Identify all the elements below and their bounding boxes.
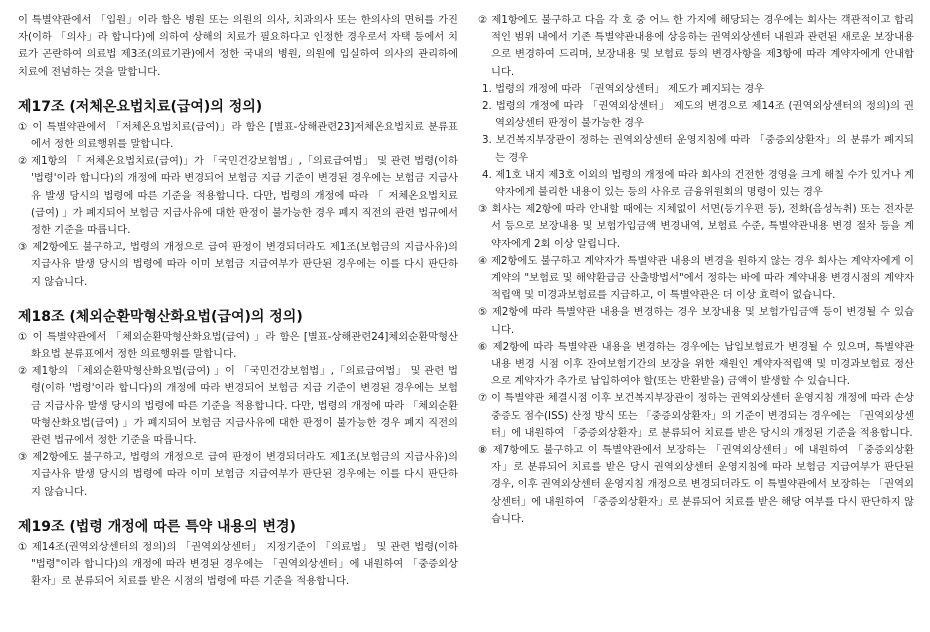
article-19-subitem-1: 1. 법령의 개정에 따라 「권역외상센터」 제도가 폐지되는 경우 xyxy=(482,82,765,95)
article-19-item-6: ⑥ 제2항에 따라 특별약관 내용을 변경하는 경우에는 납입보험료가 변경될 수 있으며, 특별약관 내용 변경 시점 이후 잔여보험기간의 보장을 위한 재원인 계약자적립액 및 미경과보험료 정산으로 계약자가 추가로 납입하여야 할(또는 반환받을) 금액이 발생할 수 있습니다. xyxy=(478,340,914,388)
article-19-item-3: ③ 회사는 제2항에 따라 안내할 때에는 지체없이 서면(등기우편 등), 전화(음성녹취) 또는 전자문서 등으로 보장내용 및 보험가입금액 변경내역, 보험료 수준, 특별약관내용 변경 절차 등을 계약자에게 2회 이상 알립니다. xyxy=(478,203,914,250)
article-18-item-1: ① 이 특별약관에서 「체외순환막형산화요법(급여) 」라 함은 [별표-상해관련24]체외순환막형산화요법 분류표에서 정한 의료행위를 말합니다. xyxy=(18,330,458,361)
article-19-item-7: ⑦ 이 특별약관 체결시점 이후 보건복지부장관이 정하는 권역외상센터 운영지침 개정에 따라 손상중증도 점수(ISS) 산정 방식 또는 「중증외상환자」의 기준이 변경되는 경우에는 「권역외상센터」에 내원하여 「중증외상환자」로 분류되어 치료를 받은 당시의 개정된 기준을 적용합니다. xyxy=(478,392,914,439)
article-19-item-8: ⑧ 제7항에도 불구하고 이 특별약관에서 보장하는 「권역외상센터」에 내원하여 「중증외상환자」로 분류되어 치료를 받은 당시 권역외상센터 운영지침에 따라 보험금 지급여부가 판단된 경우, 이후 권역외상센터 운영지침 개정으로 변경되더라도 이 특별약관에서 보장하는 「권역외상센터」에 내원하여 「중증외상환자」로 분류되어 치료를 받은 해당 여부를 다시 판단하지 않습니다. xyxy=(478,444,914,525)
article-19-item-2: ② 제1항에도 불구하고 다음 각 호 중 어느 한 가지에 해당되는 경우에는 회사는 객관적이고 합리적인 범위 내에서 기존 특별약관내용에 상응하는 권역외상센터 내원과 관련된 새로운 보장내용으로 변경하여 드리며, 보장내용 및 보험료 등의 변경사항을 제3항에 따라 계약자에게 안내합니다. xyxy=(478,14,914,78)
article-19-item-5: ⑤ 제2항에 따라 특별약관 내용을 변경하는 경우 보장내용 및 보험가입금액 등이 변경될 수 있습니다. xyxy=(478,306,914,336)
article-19-subitem-4: 4. 제1호 내지 제3호 이외의 법령의 개정에 따라 회사의 건전한 경영을 크게 해칠 수가 있거나 계약자에게 불리한 내용이 있는 등의 사유로 금융위원회의 명령이 있는 경우 xyxy=(482,168,914,199)
article-17-item-2: ② 제1항의 「 저체온요법치료(급여)」가 「국민건강보험법」,「의료급여법」 및 관련 법령(이하 '법령'이라 합니다)의 개정에 따라 변경되어 보험금 지급 기준이 변경된 경우에는 보험금 지급사유 발생 당시의 법령에 따른 기준을 적용합니다. 다만, 법령의 개정에 따라 「 저체온요법치료(급여) 」가 폐지되어 보험금 지급사유에 대한 판정이 불가능한 경우 폐지 직전의 관련 법규에서 정한 기준을 따릅니다. xyxy=(18,155,458,237)
left-column xyxy=(18,12,458,590)
article-19-subitem-2: 2. 법령의 개정에 따라 「권역외상센터」 제도의 변경으로 제14조 (권역외상센터의 정의)의 권역외상센터 판정이 불가능한 경우 xyxy=(482,100,914,130)
article-17-heading: 제17조 (저체온요법치료(급여)의 정의) xyxy=(18,98,263,115)
article-18-heading: 제18조 (체외순환막형산화요법(급여)의 정의) xyxy=(18,308,303,325)
article-19-subitem-3: 3. 보건복지부장관이 정하는 권역외상센터 운영지침에 따라 「중증외상환자」의 분류가 폐지되는 경우 xyxy=(482,134,914,164)
article-19-item-4: ④ 제2항에도 불구하고 계약자가 특별약관 내용의 변경을 원하지 않는 경우 회사는 계약자에게 이 계약의 "보험료 및 해약환급금 산출방법서"에서 정하는 바에 따라 계약내용 변경시점의 계약자적립액 및 미경과보험료를 지급하고, 이 특별약관은 더 이상 효력이 없습니다. xyxy=(478,254,914,302)
article-18-item-3: ③ 제2항에도 불구하고, 법령의 개정으로 급여 판정이 변경되더라도 제1조(보험금의 지급사유)의 지급사유 발생 당시의 법령에 따라 이미 보험금 지급여부가 판단된 경우에는 이를 다시 판단하지 않습니다. xyxy=(18,451,458,498)
right-column xyxy=(478,12,914,528)
article-17-item-3: ③ 제2항에도 불구하고, 법령의 개정으로 급여 판정이 변경되더라도 제1조(보험금의 지급사유)의 지급사유 발생 당시의 법령에 따라 이미 보험금 지급여부가 판단된 경우에는 이를 다시 판단하지 않습니다. xyxy=(18,241,458,288)
article-17-item-1: ① 이 특별약관에서 「저체온요법치료(급여)」라 함은 [별표-상해관련23]저체온요법치료 분류표에서 정한 의료행위를 말합니다. xyxy=(18,120,458,151)
intro-paragraph: 이 특별약관에서 「입원」이라 함은 병원 또는 의원의 의사, 치과의사 또는 한의사의 면허를 가진 자(이하 「의사」라 합니다)에 의하여 상해의 치료가 필요하다고 인정한 경우로서 자택 등에서 치료가 곤란하여 의료법 제3조(의료기관)에서 정한 국내의 병원, 의원에 입실하여 의사의 관리하에 치료에 전념하는 것을 말합니다. xyxy=(18,14,458,78)
article-18-item-2: ② 제1항의 「체외순환막형산화요법(급여) 」이 「국민건강보험법」,「의료급여법」 및 관련 법령(이하 '법령'이라 합니다)의 개정에 따라 변경되어 보험금 지급 기준이 변경된 경우에는 보험금 지급사유 발생 당시의 법령에 따른 기준을 적용합니다. 다만, 법령의 개정에 따라 「체외순환막형산화요법(급여) 」가 폐지되어 보험금 지급사유에 대한 판정이 불가능한 경우 폐지 직전의 관련 법규에서 정한 기준을 따릅니다. xyxy=(18,365,458,447)
article-19-item-1: ① 제14조(권역외상센터의 정의)의 「권역외상센터」 지정기준이 「의료법」 및 관련 법령(이하 "법령"이라 합니다)의 개정에 따라 변경된 경우에는 「권역외상센터」에 내원하여 「중증외상환자」로 분류되어 치료를 받은 시점의 법령에 따른 기준을 적용합니다. xyxy=(18,540,458,588)
article-19-heading: 제19조 (법령 개정에 따른 특약 내용의 변경) xyxy=(18,518,296,535)
